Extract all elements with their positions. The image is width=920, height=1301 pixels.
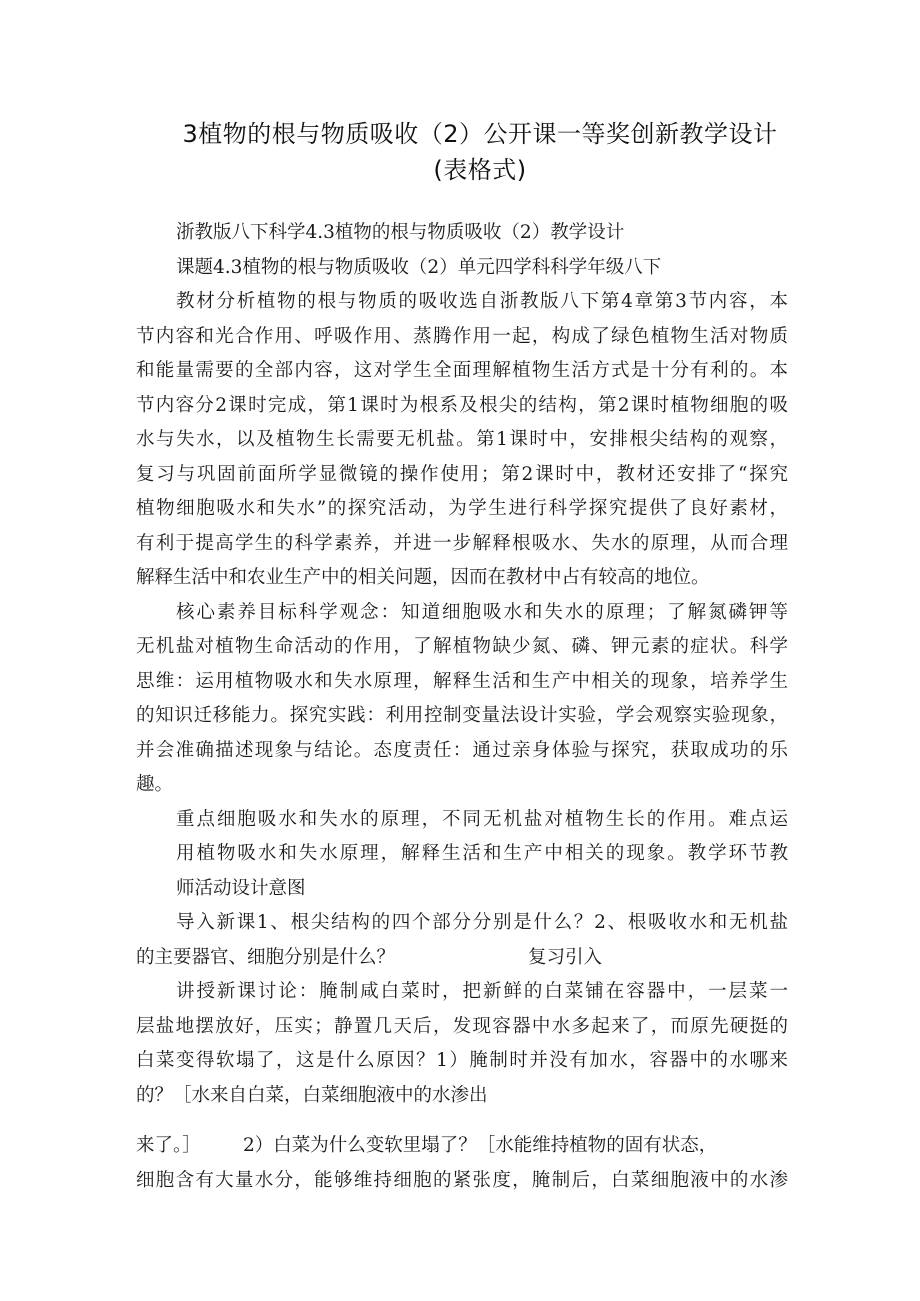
text-line: 重点细胞吸水和失水的原理，不同无机盐对植物生长的作用。难点运: [176, 809, 788, 830]
text-line: 有利于提高学生的科学素养，并进一步解释根吸水、失水的原理，从而合理: [136, 533, 788, 554]
text-line: 水与失水，以及植物生长需要无机盐。第1课时中，安排根尖结构的观察，: [136, 429, 788, 450]
text-line: 层盐地摆放好，压实；静置几天后，发现容器中水多起来了，而原先硬挺的: [136, 1016, 788, 1037]
text-line: 课题4.3植物的根与物质吸收（2）单元四学科科学年级八下: [176, 257, 662, 278]
text-line: 解释生活中和农业生产中的相关问题，因而在教材中占有较高的地位。: [136, 567, 710, 588]
text-line: 趣。: [136, 774, 174, 795]
document-title-line2: (表格式): [433, 156, 527, 184]
text-line: 思维：运用植物吸水和失水原理，解释生活和生产中相关的现象，培养学生: [136, 671, 788, 692]
text-line: 来了。］: [136, 1135, 201, 1156]
text-line: 节内容分2课时完成，第1课时为根系及根尖的结构，第2课时植物细胞的吸: [136, 395, 788, 416]
text-line: 2）白菜为什么变软里塌了？［水能维持植物的固有状态，: [243, 1135, 718, 1156]
text-line: 教材分析植物的根与物质的吸收选自浙教版八下第4章第3节内容，本: [176, 291, 788, 312]
text-line: 师活动设计意图: [176, 878, 306, 899]
text-line: 节内容和光合作用、呼吸作用、蒸腾作用一起，构成了绿色植物生活对物质: [136, 326, 788, 347]
text-line: 细胞含有大量水分，能够维持细胞的紧张度，腌制后，白菜细胞液中的水渗: [136, 1170, 788, 1191]
text-line: 无机盐对植物生命活动的作用，了解植物缺少氮、磷、钾元素的症状。科学: [136, 636, 788, 657]
text-line: 浙教版八下科学4.3植物的根与物质吸收（2）教学设计: [176, 222, 625, 243]
text-line: 植物细胞吸水和失水”的探究活动，为学生进行科学探究提供了良好素材，: [136, 498, 788, 519]
text-line: 用植物吸水和失水原理，解释生活和生产中相关的现象。教学环节教: [176, 843, 788, 864]
text-line: 白菜变得软塌了，这是什么原因？1）腌制时并没有加水，容器中的水哪来: [136, 1050, 788, 1071]
text-line: 并会准确描述现象与结论。态度责任：通过亲身体验与探究，获取成功的乐: [136, 740, 788, 761]
text-line: 的主要器官、细胞分别是什么？: [136, 947, 396, 968]
text-line: 复习引入: [528, 947, 603, 968]
text-line: 导入新课1、根尖结构的四个部分分别是什么？2、根吸收水和无机盐: [176, 912, 788, 933]
document-title-line1: 3植物的根与物质吸收（2）公开课一等奖创新教学设计: [182, 120, 778, 148]
text-line: 核心素养目标科学观念：知道细胞吸水和失水的原理；了解氮磷钾等: [176, 602, 788, 623]
text-line: 讲授新课讨论：腌制咸白菜时，把新鲜的白菜铺在容器中，一层菜一: [176, 981, 788, 1002]
text-line: 和能量需要的全部内容，这对学生全面理解植物生活方式是十分有利的。本: [136, 360, 788, 381]
text-line: 的知识迁移能力。探究实践：利用控制变量法设计实验，学会观察实验现象，: [136, 705, 788, 726]
text-line: 复习与巩固前面所学显微镜的操作使用；第2课时中，教材还安排了“探究: [136, 464, 788, 485]
text-line: 的？［水来自白菜，白菜细胞液中的水渗出: [136, 1085, 488, 1106]
